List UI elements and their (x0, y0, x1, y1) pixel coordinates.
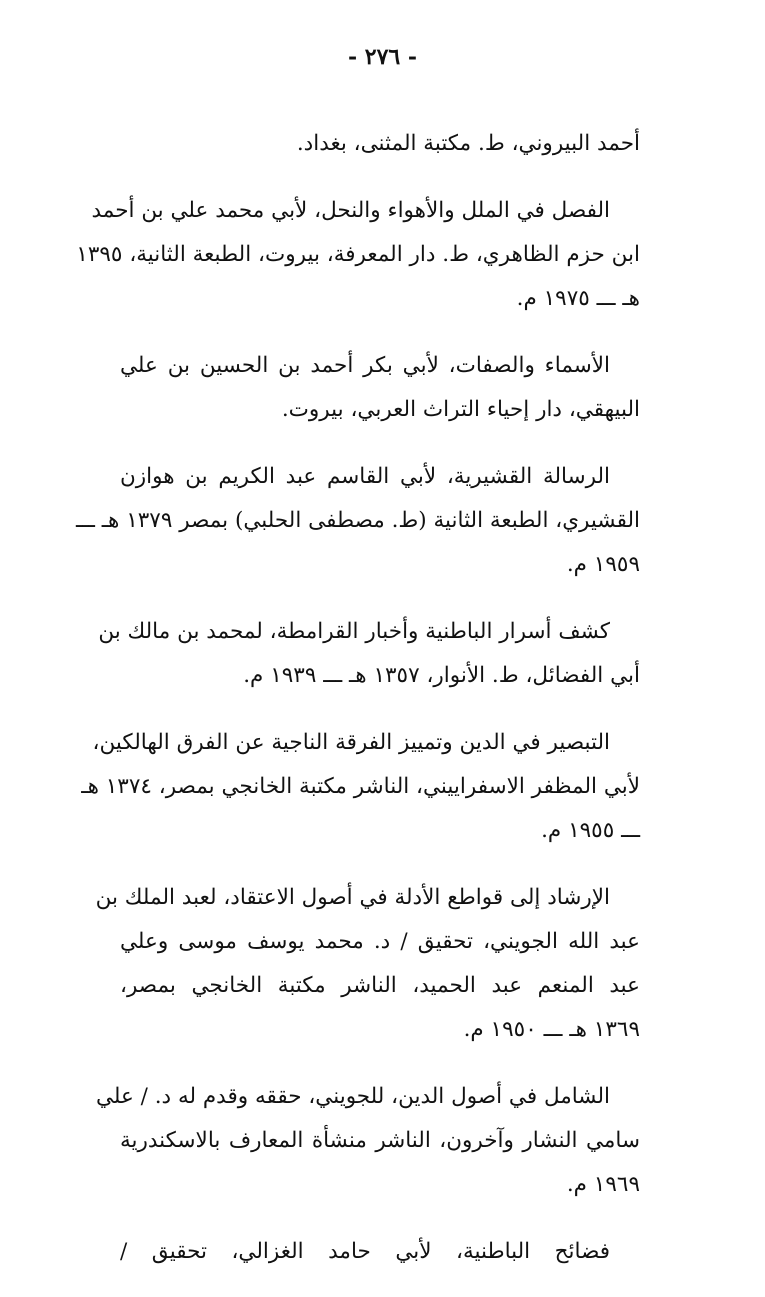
bibliography-entry (81, 721, 640, 853)
entry-line: ابن حزم الظاهري، ط. دار المعرفة، بيروت، الطبعة الثانية، ١٣٩٥ (76, 242, 640, 267)
entry-line: لأبي المظفر الاسفراييني، الناشر مكتبة الخانجي بمصر، ١٣٧٤ هـ (81, 774, 640, 799)
bibliography-entry (95, 876, 640, 1052)
entry-line: التبصير في الدين وتمييز الفرقة الناجية عن الفرق الهالكين، (92, 730, 610, 755)
bibliography-entry (120, 344, 640, 432)
entry-line: هـ ـــ ١٩٧٥ م. (516, 286, 640, 311)
bibliography-entry (95, 1075, 640, 1207)
entry-line: عبد الله الجويني، تحقيق / د. محمد يوسف موسى وعلي (120, 929, 640, 954)
entry-line: ١٣٦٩ هـ ـــ ١٩٥٠ م. (463, 1017, 640, 1042)
bibliography-list (76, 122, 640, 1297)
entry-line: عبد المنعم عبد الحميد، الناشر مكتبة الخانجي بمصر، (120, 973, 640, 998)
entry-line: الإرشاد إلى قواطع الأدلة في أصول الاعتقاد، لعبد الملك بن (95, 885, 610, 910)
entry-line: ١٩٦٩ م. (566, 1172, 640, 1197)
bibliography-entry (120, 1230, 640, 1274)
entry-line: الشامل في أصول الدين، للجويني، حققه وقدم له د. / علي (95, 1084, 610, 1109)
entry-line: القشيري، الطبعة الثانية (ط. مصطفى الحلبي) بمصر ١٣٧٩ هـ ـــ (76, 508, 640, 533)
entry-line: سامي النشار وآخرون، الناشر منشأة المعارف بالاسكندرية (120, 1128, 640, 1153)
page-number: - ٢٧٦ - (347, 44, 418, 70)
entry-line: ١٩٥٩ م. (566, 552, 640, 577)
bibliography-entry (76, 455, 640, 587)
entry-line: فضائح الباطنية، لأبي حامد الغزالي، تحقيق / (120, 1239, 610, 1264)
entry-line: الرسالة القشيرية، لأبي القاسم عبد الكريم بن هوازن (120, 464, 610, 489)
entry-line: أحمد البيروني، ط. مكتبة المثنى، بغداد. (296, 131, 640, 156)
entry-line: ـــ ١٩٥٥ م. (541, 818, 640, 843)
entry-line: كشف أسرار الباطنية وأخبار القرامطة، لمحمد بن مالك بن (98, 619, 610, 644)
bibliography-entry (120, 122, 640, 166)
bibliography-entry (76, 189, 640, 321)
entry-line: الفصل في الملل والأهواء والنحل، لأبي محمد علي بن أحمد (91, 198, 610, 223)
entry-line: أبي الفضائل، ط. الأنوار، ١٣٥٧ هـ ـــ ١٩٣٩ م. (243, 663, 640, 688)
entry-line: البيهقي، دار إحياء التراث العربي، بيروت. (281, 397, 640, 422)
entry-line: الأسماء والصفات، لأبي بكر أحمد بن الحسين بن علي (120, 353, 610, 378)
bibliography-entry (98, 610, 640, 698)
